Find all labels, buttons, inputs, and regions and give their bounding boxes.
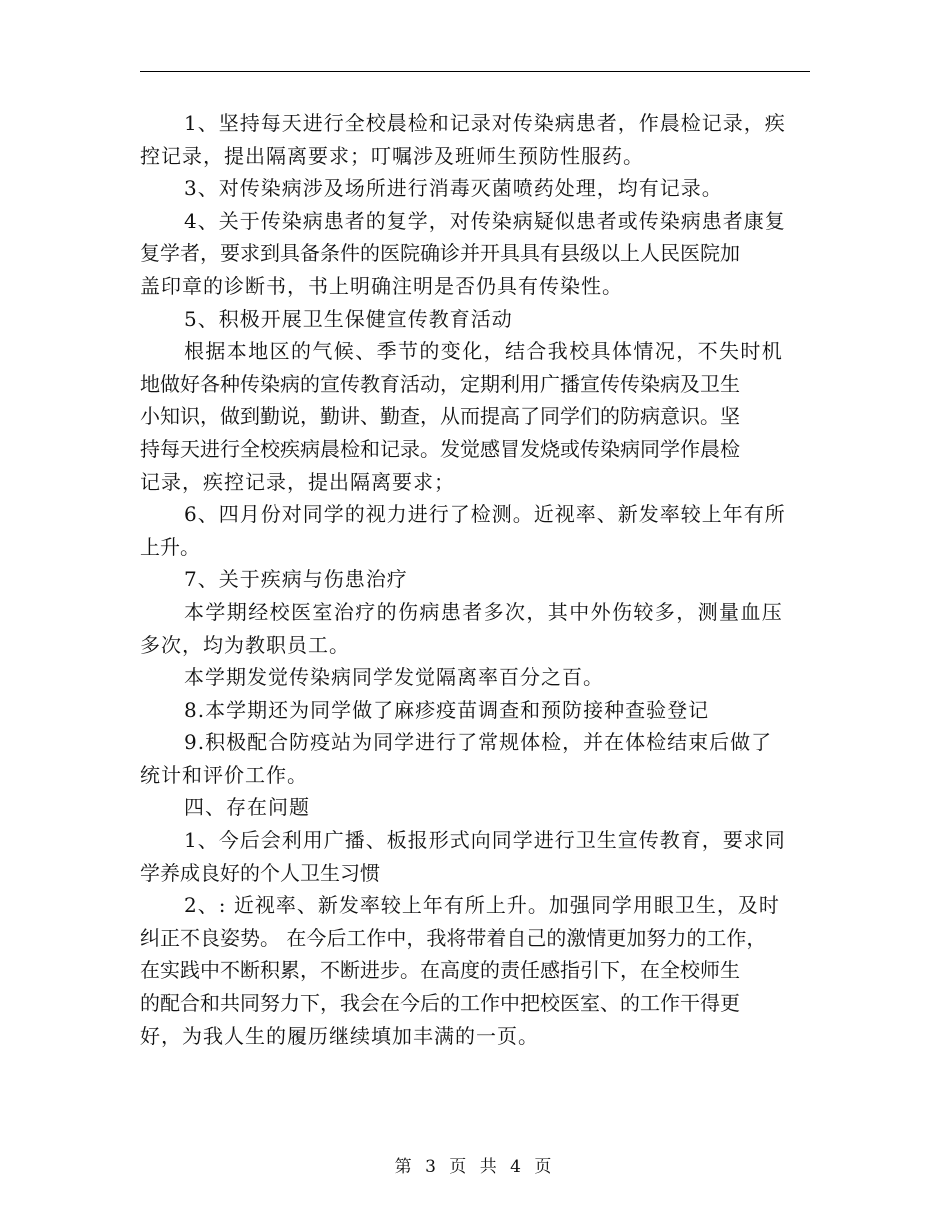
text-line: 盖印章的诊断书，书上明确注明是否仍具有传染性。 (140, 273, 623, 298)
text-line: 统计和评价工作。 (140, 762, 308, 787)
text-line: 好，为我人生的履历继续填加丰满的一页。 (140, 1023, 539, 1048)
text-line: 根据本地区的气候、季节的变化，结合我校具体情况，不失时机 (184, 339, 784, 364)
text-line: 纠正不良姿势。 在今后工作中，我将带着自己的激情更加努力的工作， (140, 925, 767, 950)
text-line: 3、对传染病涉及场所进行消毒灭菌喷药处理，均有记录。 (184, 176, 723, 201)
text-line: 上升。 (140, 534, 200, 559)
text-line: 9.积极配合防疫站为同学进行了常规体检，并在体检结束后做了 (184, 730, 773, 755)
text-line: 7、关于疾病与伤患治疗 (184, 567, 408, 592)
text-line: 学养成良好的个人卫生习惯 (140, 860, 380, 885)
text-line: 小知识，做到勤说，勤讲、勤查，从而提高了同学们的防病意识。坚 (140, 404, 740, 429)
text-line: 本学期发觉传染病同学发觉隔离率百分之百。 (184, 665, 604, 690)
text-line: 四、存在问题 (184, 795, 310, 820)
text-line: 5、积极开展卫生保健宣传教育活动 (184, 306, 513, 331)
text-line: 6、四月份对同学的视力进行了检测。近视率、新发率较上年有所 (184, 502, 786, 527)
text-line: 1、坚持每天进行全校晨检和记录对传染病患者，作晨检记录，疾 (184, 111, 786, 135)
header-rule (140, 71, 810, 72)
text-line: 8.本学期还为同学做了麻疹疫苗调查和预防接种查验登记 (184, 697, 710, 722)
text-line: 4、关于传染病患者的复学，对传染病疑似患者或传染病患者康复 (184, 208, 786, 233)
text-line: 1、今后会利用广播、板报形式向同学进行卫生宣传教育，要求同 (184, 828, 786, 853)
text-line: 本学期经校医室治疗的伤病患者多次，其中外伤较多，测量血压 (184, 599, 784, 624)
text-line: 复学者，要求到具备条件的医院确诊并开具具有县级以上人民医院加 (140, 241, 740, 266)
text-line: 记录，疾控记录，提出隔离要求； (140, 469, 455, 494)
page-number-footer: 第 3 页 共 4 页 (394, 1157, 556, 1177)
text-line: 的配合和共同努力下，我会在今后的工作中把校医室、的工作干得更 (140, 991, 740, 1016)
text-line: 在实践中不断积累，不断进步。在高度的责任感指引下，在全校师生 (140, 958, 740, 983)
text-line: 2、: 近视率、新发率较上年有所上升。加强同学用眼卫生，及时 (184, 893, 780, 918)
text-line: 多次，均为教职员工。 (140, 632, 350, 657)
text-line: 控记录，提出隔离要求；叮嘱涉及班师生预防性服药。 (140, 143, 644, 168)
text-line: 地做好各种传染病的宣传教育活动，定期利用广播宣传传染病及卫生 (140, 371, 740, 396)
text-line: 持每天进行全校疾病晨检和记录。发觉感冒发烧或传染病同学作晨检 (140, 436, 740, 461)
document-body (140, 107, 812, 1052)
